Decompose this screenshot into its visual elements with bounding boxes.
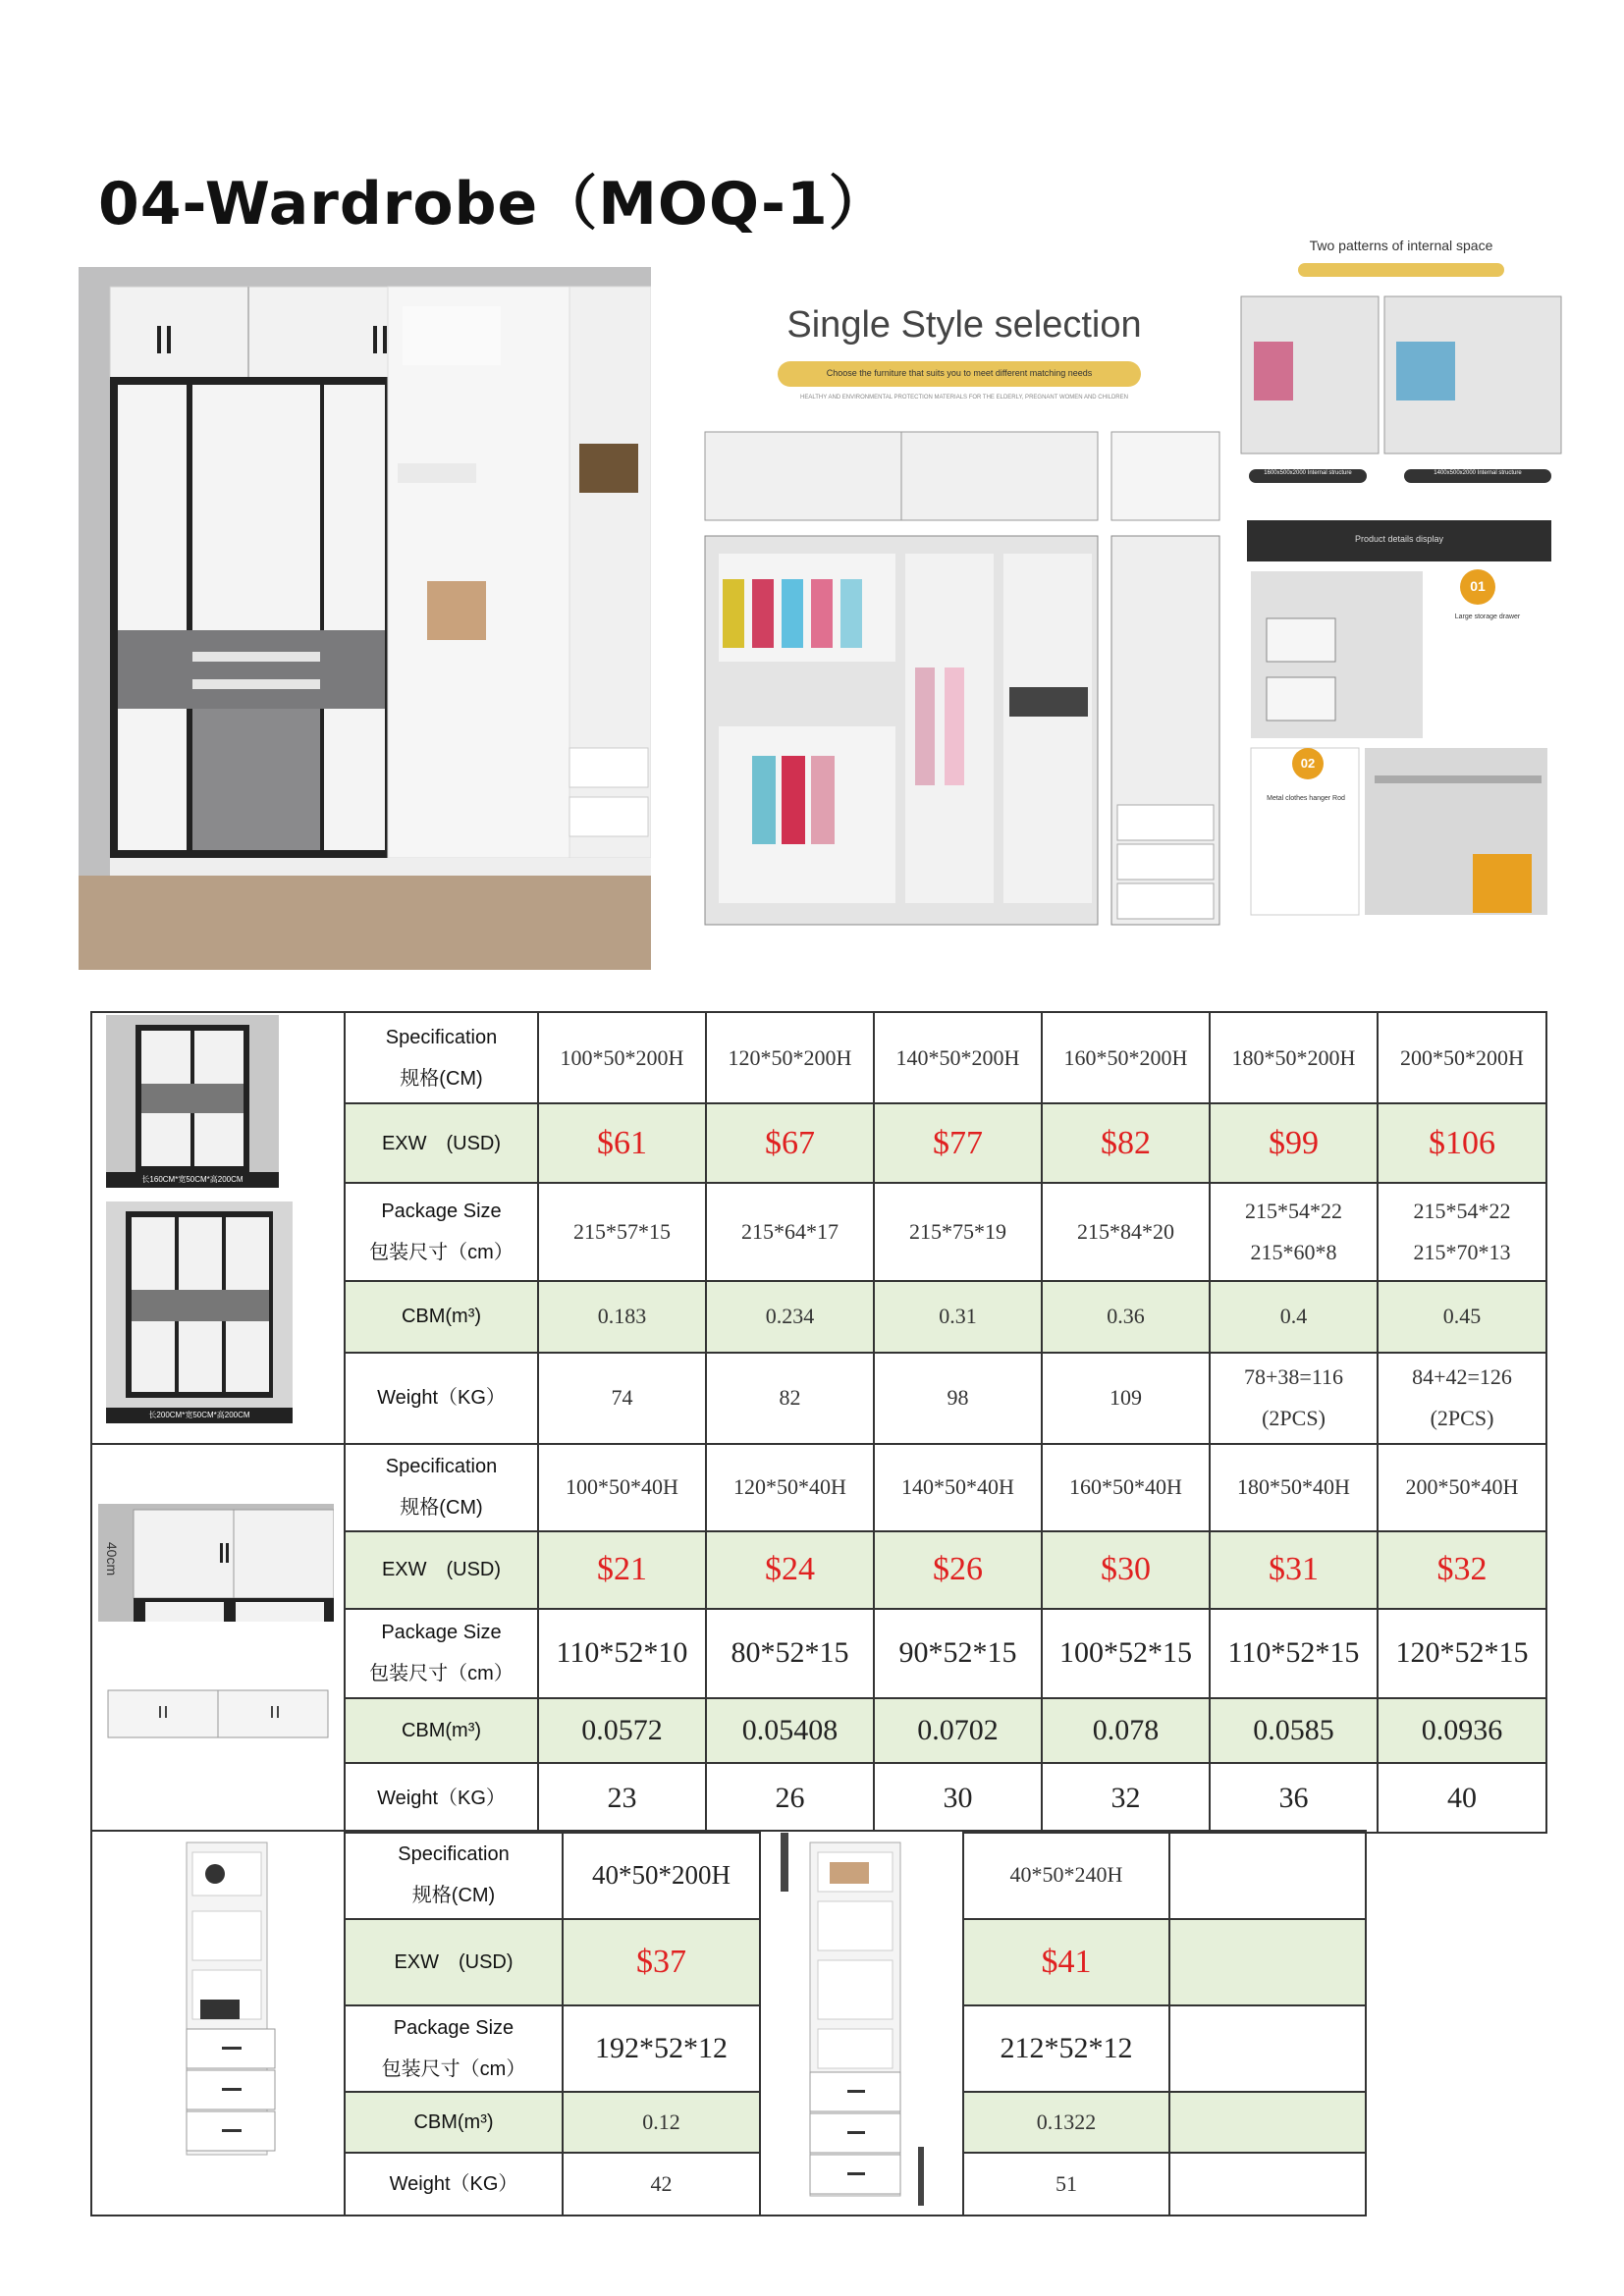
spec-cell: 200*50*200H — [1378, 1012, 1546, 1103]
empty-cell — [1169, 2153, 1366, 2216]
weight-cell: 36 — [1210, 1763, 1378, 1833]
wardrobe-200h-thumbs — [91, 1012, 345, 1444]
spec-cell: 140*50*200H — [874, 1012, 1042, 1103]
exw-label: EXW (USD) — [345, 1103, 538, 1183]
cbm-label: CBM(m³) — [345, 1281, 538, 1353]
promo-subtitle: Choose the furniture that suits you to meet different matching needs — [826, 368, 1093, 378]
spec-label: Specification 规格(CM) — [345, 1831, 563, 1919]
price-cell: $26 — [874, 1531, 1042, 1609]
package-cell: 215*54*22 215*60*8 — [1210, 1183, 1378, 1281]
weight-cell: 32 — [1042, 1763, 1210, 1833]
cbm-label: CBM(m³) — [345, 2092, 563, 2153]
empty-cell — [1169, 2092, 1366, 2153]
spec-cell: 100*50*200H — [538, 1012, 706, 1103]
promo-heading: Single Style selection — [786, 304, 1142, 346]
page-title: 04-Wardrobe（MOQ-1） — [98, 170, 889, 239]
package-cell: 215*75*19 — [874, 1183, 1042, 1281]
weight-cell-right: 51 — [963, 2153, 1169, 2216]
weight-label: Weight（KG） — [345, 2153, 563, 2216]
empty-cell — [1169, 2005, 1366, 2092]
cbm-cell: 0.0572 — [538, 1698, 706, 1764]
weight-cell: 98 — [874, 1353, 1042, 1444]
price-cell: $67 — [706, 1103, 874, 1183]
exw-label: EXW (USD) — [345, 1919, 563, 2005]
cbm-cell: 0.4 — [1210, 1281, 1378, 1353]
spec-label: Specification 规格(CM) — [345, 1444, 538, 1531]
details-title: Product details display — [1354, 534, 1444, 544]
price-cell: $77 — [874, 1103, 1042, 1183]
product-details-image — [1247, 520, 1551, 923]
thumb-caption-b: 长200CM*宽50CM*高200CM — [148, 1411, 250, 1419]
side-cabinet-240h-thumb — [761, 1833, 963, 2210]
spec-cell: 120*50*200H — [706, 1012, 874, 1103]
weight-cell: 109 — [1042, 1353, 1210, 1444]
side-cabinet-240h-thumb-cell — [760, 1831, 963, 2216]
pattern-left-caption: 1600x500x2000 Internal structure — [1264, 470, 1352, 476]
price-cell: $99 — [1210, 1103, 1378, 1183]
package-cell: 215*54*22 215*70*13 — [1378, 1183, 1546, 1281]
package-label: Package Size 包装尺寸（cm） — [345, 1609, 538, 1698]
package-cell: 110*52*15 — [1210, 1609, 1378, 1698]
price-cell: $30 — [1042, 1531, 1210, 1609]
cbm-cell: 0.0702 — [874, 1698, 1042, 1764]
wardrobe-200h-table — [90, 1011, 1547, 1834]
wardrobe-160-thumb — [106, 1015, 279, 1188]
cbm-cell: 0.183 — [538, 1281, 706, 1353]
weight-cell: 30 — [874, 1763, 1042, 1833]
detail1-text: Large storage drawer — [1454, 614, 1521, 620]
weight-cell: 26 — [706, 1763, 874, 1833]
package-cell-left: 192*52*12 — [563, 2005, 760, 2092]
weight-cell: 84+42=126 (2PCS) — [1378, 1353, 1546, 1444]
promo-small-text: HEALTHY AND ENVIRONMENTAL PROTECTION MATERIALS FOR THE ELDERLY, PREGNANT WOMEN AND CHILDREN — [800, 395, 1128, 400]
spec-cell-left: 40*50*200H — [563, 1831, 760, 1919]
side-cabinet-table — [90, 1830, 1367, 2216]
spec-cell: 120*50*40H — [706, 1444, 874, 1531]
side-cabinet-200h-thumb-cell — [91, 1831, 345, 2216]
single-style-promo-image — [699, 294, 1229, 933]
package-cell: 215*57*15 — [538, 1183, 706, 1281]
package-cell: 215*84*20 — [1042, 1183, 1210, 1281]
weight-cell: 82 — [706, 1353, 874, 1444]
cbm-cell: 0.05408 — [706, 1698, 874, 1764]
cbm-cell: 0.234 — [706, 1281, 874, 1353]
weight-cell: 23 — [538, 1763, 706, 1833]
spec-cell: 180*50*200H — [1210, 1012, 1378, 1103]
package-cell: 120*52*15 — [1378, 1609, 1546, 1698]
detail1-number: 01 — [1470, 578, 1486, 594]
package-cell: 80*52*15 — [706, 1609, 874, 1698]
price-cell-left: $37 — [563, 1919, 760, 2005]
patterns-title: Two patterns of internal space — [1309, 238, 1493, 253]
empty-cell — [1169, 1919, 1366, 2005]
cbm-cell: 0.45 — [1378, 1281, 1546, 1353]
wardrobe-main-photo — [79, 267, 651, 970]
detail2-text: Metal clothes hanger Rod — [1267, 795, 1345, 802]
weight-label: Weight（KG） — [345, 1763, 538, 1833]
pattern-right-caption: 1400x500x2000 Internal structure — [1434, 470, 1522, 476]
cbm-cell: 0.31 — [874, 1281, 1042, 1353]
internal-patterns-image — [1239, 234, 1563, 489]
spec-cell: 100*50*40H — [538, 1444, 706, 1531]
price-cell-right: $41 — [963, 1919, 1169, 2005]
empty-cell — [1169, 1831, 1366, 1919]
spec-cell: 140*50*40H — [874, 1444, 1042, 1531]
weight-cell: 78+38=116 (2PCS) — [1210, 1353, 1378, 1444]
price-cell: $31 — [1210, 1531, 1378, 1609]
cbm-label: CBM(m³) — [345, 1698, 538, 1764]
thumb-caption-a: 长160CM*宽50CM*高200CM — [141, 1175, 244, 1184]
height-marker: 40cm — [104, 1541, 120, 1576]
exw-label: EXW (USD) — [345, 1531, 538, 1609]
package-cell-right: 212*52*12 — [963, 2005, 1169, 2092]
top-cabinet-thumbs — [91, 1444, 345, 1833]
spec-cell-right: 40*50*240H — [963, 1831, 1169, 1919]
package-cell: 110*52*10 — [538, 1609, 706, 1698]
wardrobe-200-thumb — [106, 1201, 293, 1423]
cbm-cell-right: 0.1322 — [963, 2092, 1169, 2153]
top-cabinet-small-thumb — [106, 1686, 330, 1743]
side-cabinet-200h-thumb — [92, 1833, 345, 2210]
price-cell: $61 — [538, 1103, 706, 1183]
package-cell: 215*64*17 — [706, 1183, 874, 1281]
spec-label: Specification 规格(CM) — [345, 1012, 538, 1103]
spec-cell: 180*50*40H — [1210, 1444, 1378, 1531]
cbm-cell-left: 0.12 — [563, 2092, 760, 2153]
package-cell: 90*52*15 — [874, 1609, 1042, 1698]
spec-cell: 160*50*40H — [1042, 1444, 1210, 1531]
price-cell: $24 — [706, 1531, 874, 1609]
cbm-cell: 0.0585 — [1210, 1698, 1378, 1764]
spec-cell: 200*50*40H — [1378, 1444, 1546, 1531]
cbm-cell: 0.078 — [1042, 1698, 1210, 1764]
cbm-cell: 0.0936 — [1378, 1698, 1546, 1764]
weight-cell-left: 42 — [563, 2153, 760, 2216]
package-label: Package Size 包装尺寸（cm） — [345, 1183, 538, 1281]
cbm-cell: 0.36 — [1042, 1281, 1210, 1353]
price-cell: $21 — [538, 1531, 706, 1609]
top-cabinet-thumb — [98, 1504, 334, 1622]
price-cell: $82 — [1042, 1103, 1210, 1183]
weight-cell: 40 — [1378, 1763, 1546, 1833]
weight-cell: 74 — [538, 1353, 706, 1444]
weight-label: Weight（KG） — [345, 1353, 538, 1444]
package-cell: 100*52*15 — [1042, 1609, 1210, 1698]
package-label: Package Size 包装尺寸（cm） — [345, 2005, 563, 2092]
spec-cell: 160*50*200H — [1042, 1012, 1210, 1103]
detail2-number: 02 — [1300, 756, 1316, 771]
price-cell: $32 — [1378, 1531, 1546, 1609]
price-cell: $106 — [1378, 1103, 1546, 1183]
